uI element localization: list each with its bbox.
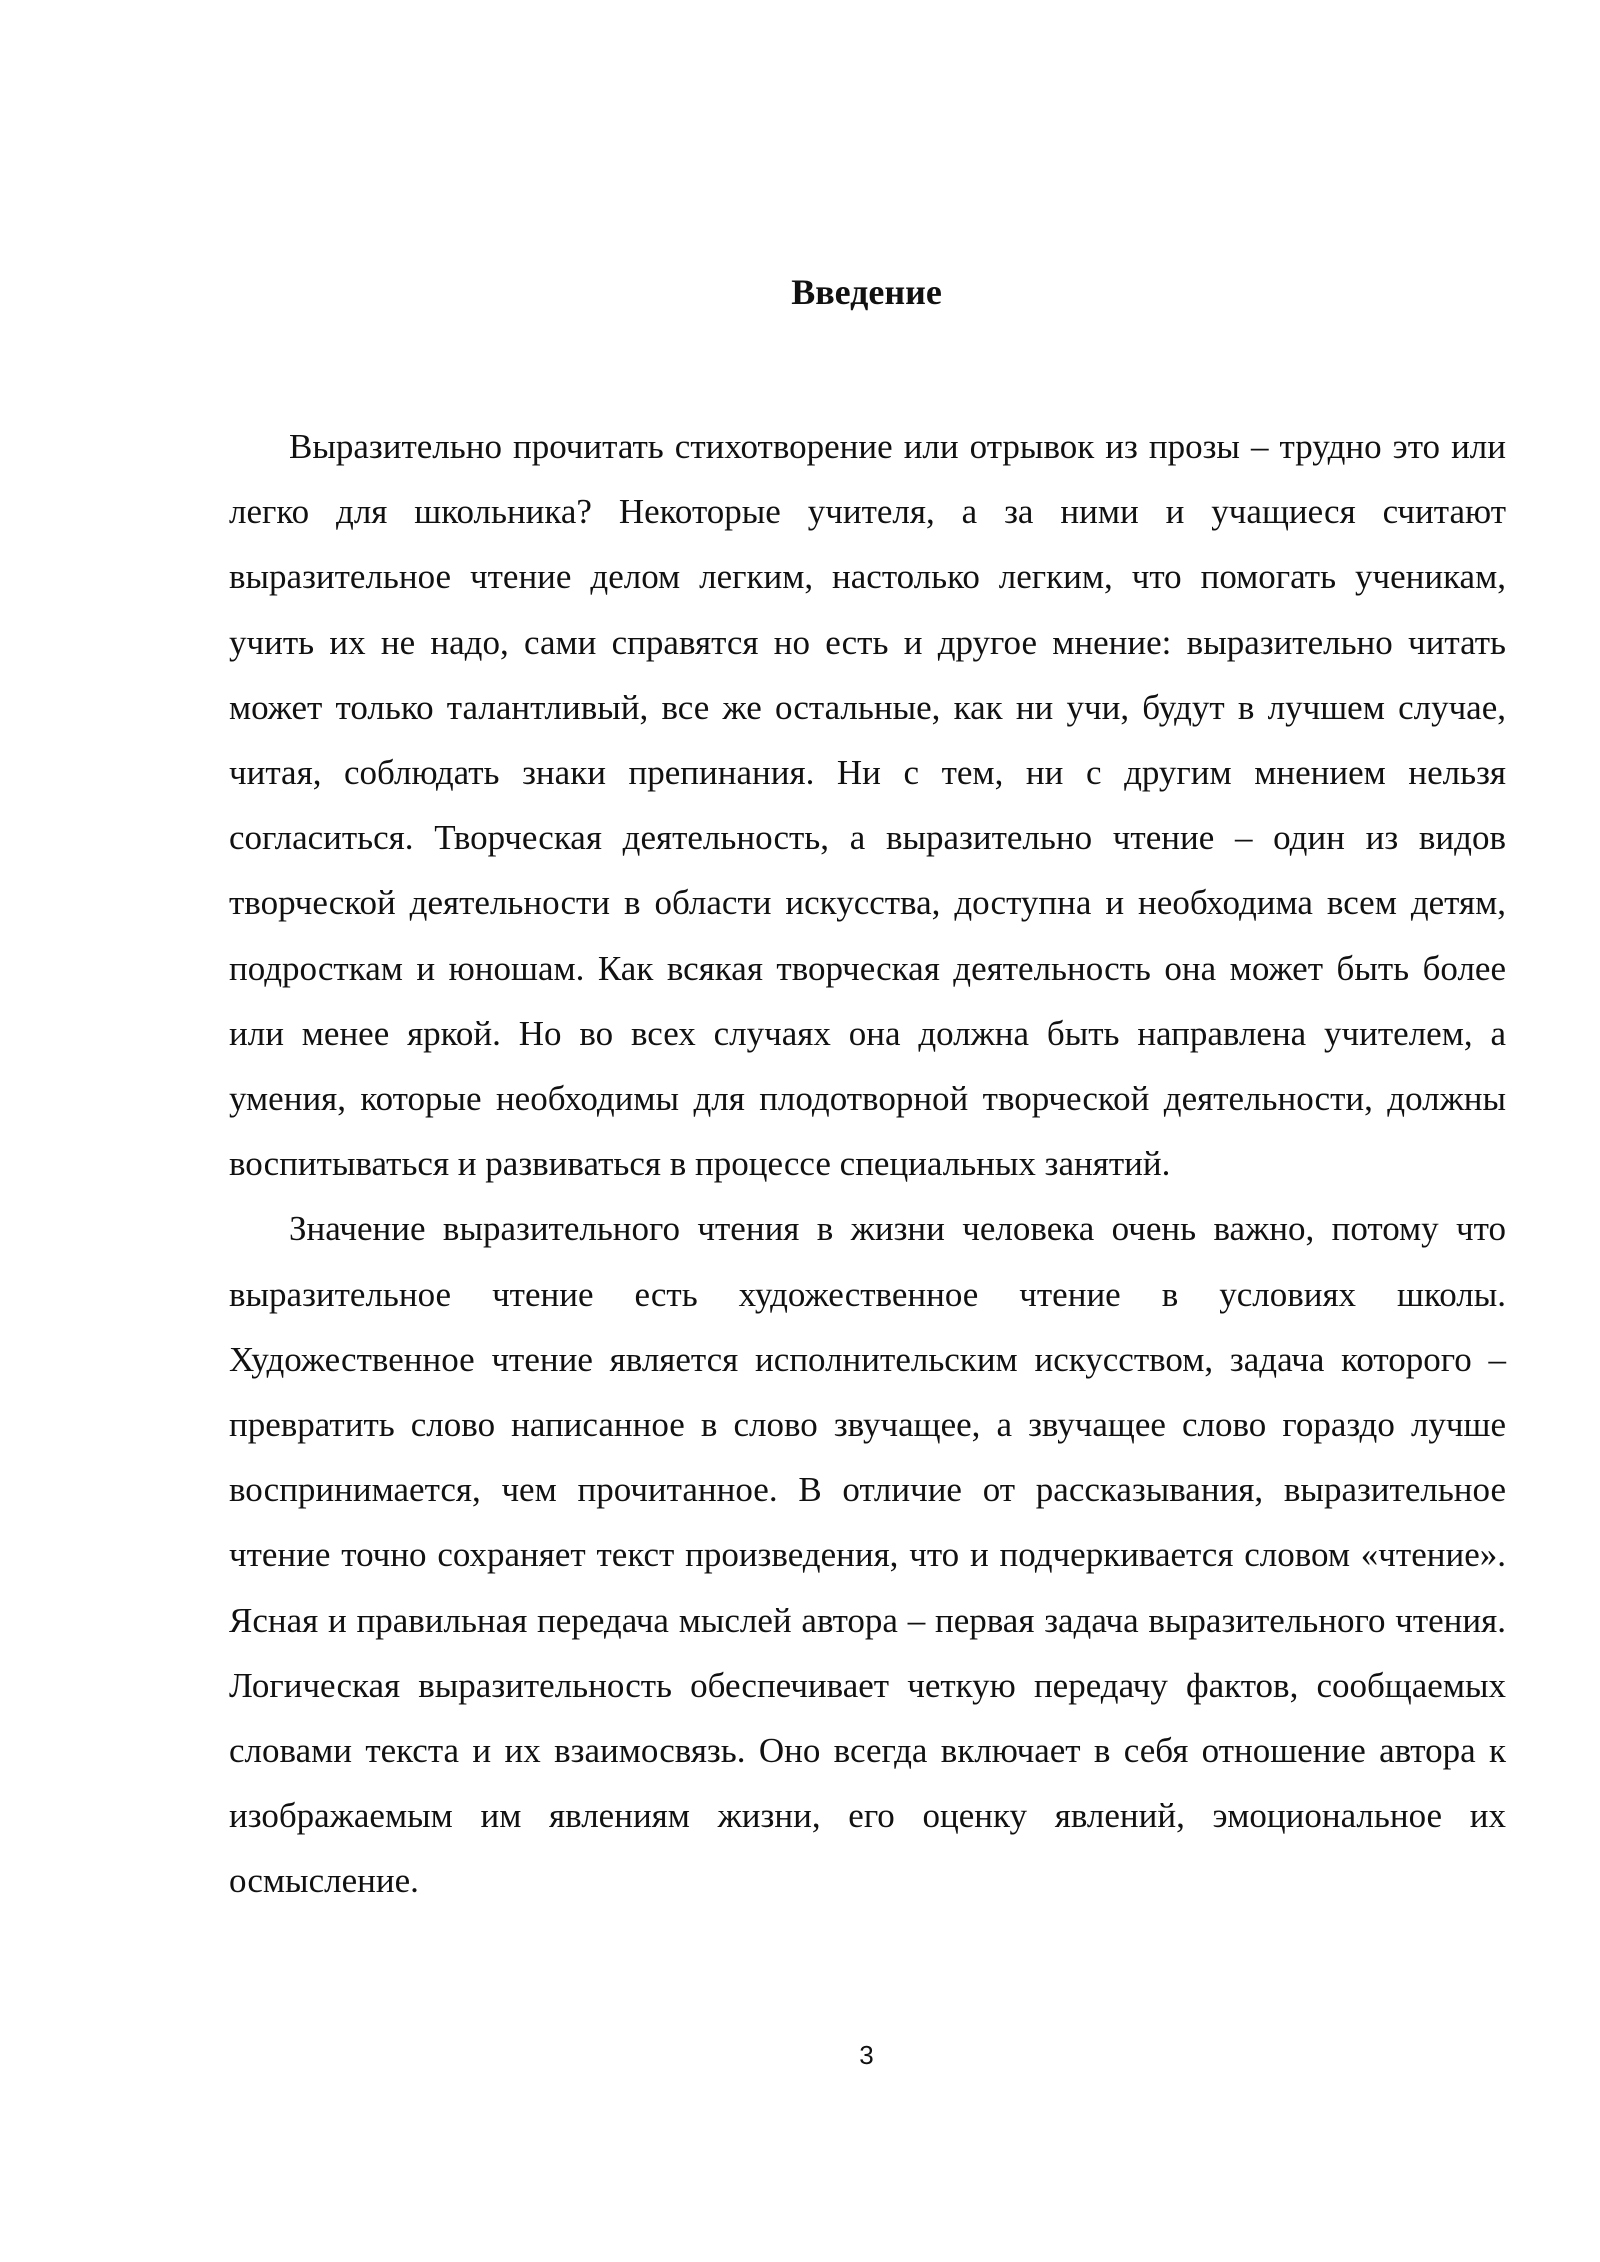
body-text [229, 414, 1506, 1914]
paragraph-1: Выразительно прочитать стихотворение или отрывок из прозы – трудно это или легко для школьника? Некоторые учителя, а за ними и учащиеся считают выразительное чтение делом легким, настолько легким, что помогать ученикам, учить их не надо, сами справятся но есть и другое мнение: выразительно читать может только талантливый, все же остальные, как ни учи, будут в лучшем случае, читая, соблюдать знаки препинания. Ни с тем, ни с другим мнением нельзя согласиться. Творческая деятельность, а выразительно чтение – один из видов творческой деятельности в области искусства, доступна и необходима всем детям, подросткам и юношам. Как всякая творческая деятельность она может быть более или менее яркой. Но во всех случаях она должна быть направлена учителем, а умения, которые необходимы для плодотворной творческой деятельности, должны воспитываться и развиваться в процессе специальных занятий. [229, 427, 1506, 1184]
paragraph-2: Значение выразительного чтения в жизни человека очень важно, потому что выразительное чтение есть художественное чтение в условиях школы. Художественное чтение является исполнительским искусством, задача которого – превратить слово написанное в слово звучащее, а звучащее слово гораздо лучше воспринимается, чем прочитанное. В отличие от рассказывания, выразительное чтение точно сохраняет текст произведения, что и подчеркивается словом «чтение». Ясная и правильная передача мыслей автора – первая задача выразительного чтения. Логическая выразительность обеспечивает четкую передачу фактов, сообщаемых словами текста и их взаимосвязь. Оно всегда включает в себя отношение автора к изображаемым им явлениям жизни, его оценку явлений, эмоциональное их осмысление. [229, 1209, 1506, 1901]
page-number: 3 [859, 2040, 874, 2070]
section-title: Введение [791, 272, 942, 312]
